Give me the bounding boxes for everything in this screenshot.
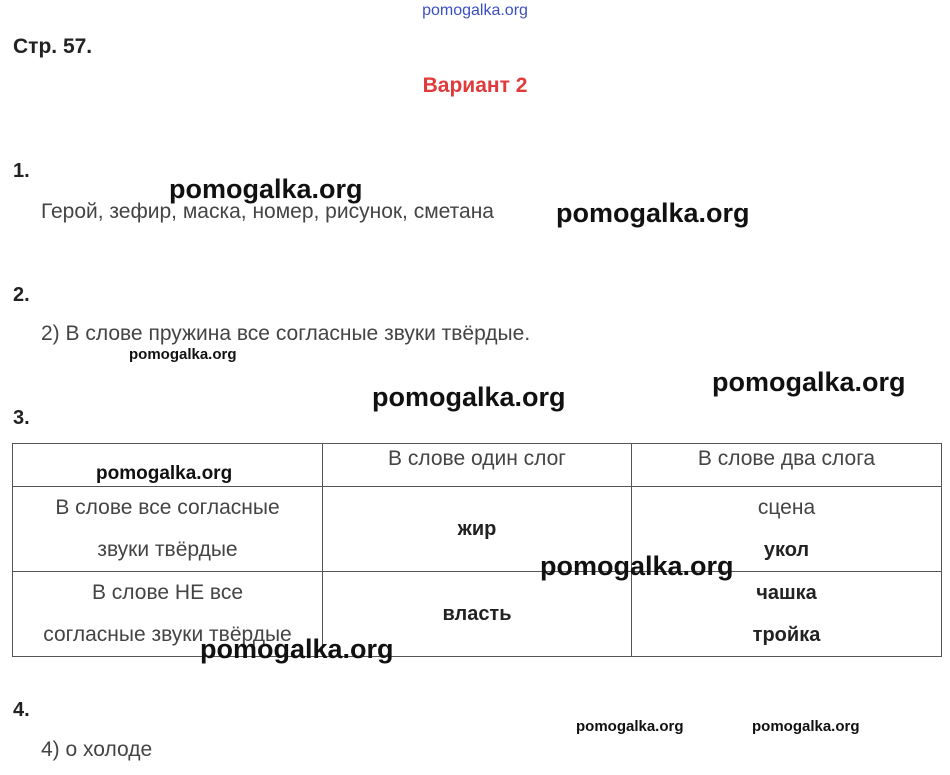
row-label-line: согласные звуки твёрдые xyxy=(43,623,292,646)
watermark: pomogalka.org xyxy=(556,198,750,228)
table-header-one-syllable: В слове один слог xyxy=(323,444,632,487)
table-row xyxy=(13,487,942,572)
two-syllables-cell xyxy=(632,572,942,657)
answer-word: тройка xyxy=(752,624,821,646)
task-3-number: 3. xyxy=(13,407,30,429)
task-2-number: 2. xyxy=(13,284,30,306)
answer-word: власть xyxy=(442,603,512,625)
table-row xyxy=(13,572,942,657)
variant-title: Вариант 2 xyxy=(422,74,528,97)
site-watermark-top: pomogalka.org xyxy=(422,2,528,19)
row-label-line: В слове НЕ все xyxy=(91,581,244,604)
watermark: pomogalka.org xyxy=(169,174,363,204)
watermark: pomogalka.org xyxy=(712,367,906,397)
task-2-answer: 2) В слове пружина все согласные звуки твёрдые. xyxy=(41,322,531,345)
watermark: pomogalka.org xyxy=(200,634,394,664)
watermark: pomogalka.org xyxy=(576,718,684,735)
watermark: pomogalka.org xyxy=(752,718,860,735)
answer-word: укол xyxy=(763,539,810,561)
watermark: pomogalka.org xyxy=(129,346,237,363)
task-4-number: 4. xyxy=(13,699,30,721)
answer-word: жир xyxy=(457,518,497,540)
watermark: pomogalka.org xyxy=(540,551,734,581)
task-1-answer: Герой, зефир, маска, номер, рисунок, сметана xyxy=(41,200,494,223)
watermark: pomogalka.org xyxy=(96,463,233,484)
row-label-line: В слове все согласные xyxy=(55,496,280,519)
table-header-two-syllables: В слове два слога xyxy=(632,444,942,487)
row-label-line: звуки твёрдые xyxy=(97,538,238,561)
answer-word: чашка xyxy=(756,582,817,604)
answer-word: сцена xyxy=(757,496,816,519)
task-1-number: 1. xyxy=(13,160,30,182)
row-label xyxy=(13,487,323,572)
watermark: pomogalka.org xyxy=(372,382,566,412)
page-reference: Стр. 57. xyxy=(13,35,93,58)
task-4-answer: 4) о холоде xyxy=(41,738,153,761)
